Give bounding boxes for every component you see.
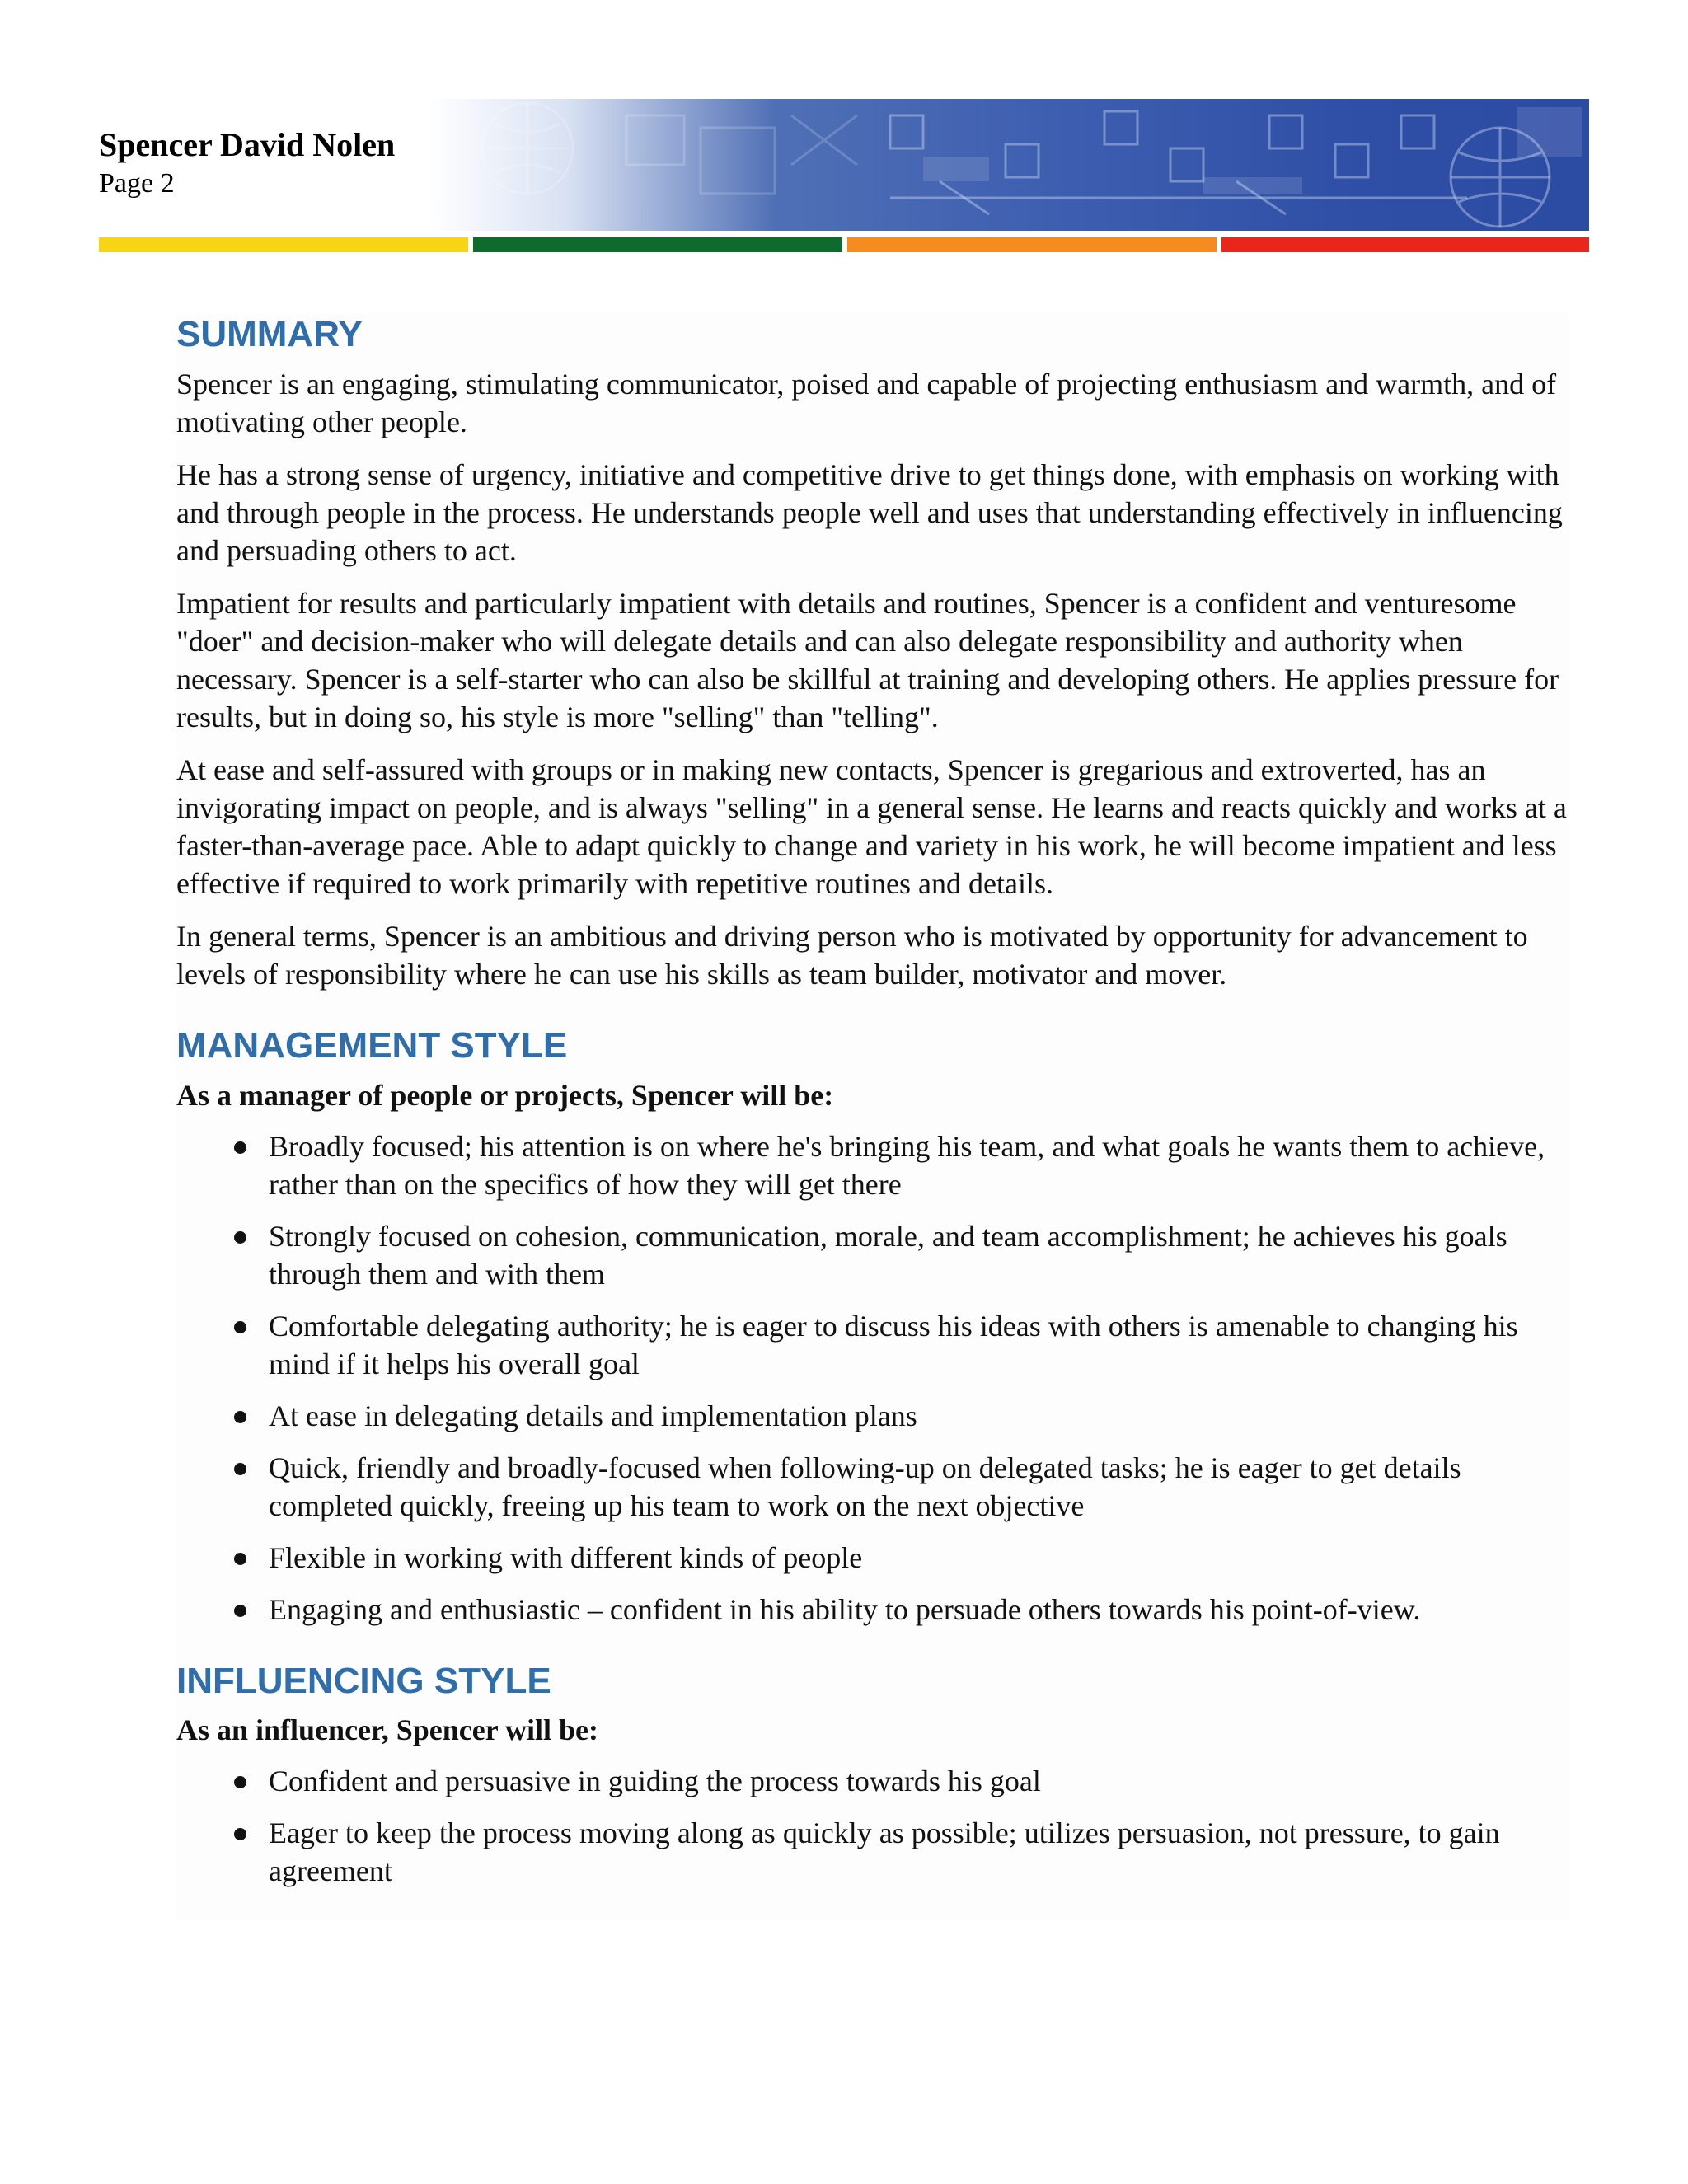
stripe-red bbox=[1221, 237, 1589, 252]
influencing-style-heading: INFLUENCING STYLE bbox=[176, 1660, 551, 1701]
summary-paragraph: In general terms, Spencer is an ambitious and driving person who is motivated by opportunity for advancement to levels of responsibility where he can use his skills as team builder, motivator and mover. bbox=[176, 919, 1528, 991]
bullet-icon bbox=[234, 1776, 246, 1788]
bullet-icon bbox=[234, 1141, 246, 1154]
influencing-style-list bbox=[176, 1762, 1569, 1890]
bullet-icon bbox=[234, 1411, 246, 1423]
list-item-text: Strongly focused on cohesion, communication, morale, and team accomplishment; he achieves his goals through them and with them bbox=[269, 1219, 1507, 1291]
management-style-lead: As a manager of people or projects, Spencer will be: bbox=[176, 1078, 834, 1112]
bullet-icon bbox=[234, 1605, 246, 1617]
page-header bbox=[99, 99, 1589, 231]
stripe-green bbox=[473, 237, 842, 252]
list-item bbox=[234, 1762, 1569, 1800]
bullet-icon bbox=[234, 1231, 246, 1244]
list-item-text: Flexible in working with different kinds of people bbox=[269, 1540, 863, 1574]
summary-paragraph: Impatient for results and particularly impatient with details and routines, Spencer is a confident and venturesome "doer" and decision-maker who will delegate details and can also delegate responsibility and authority when necessary. Spencer is a self-starter who can also be skillful at training and developing others. He applies pressure for results, but in doing so, his style is more "selling" than "telling". bbox=[176, 586, 1559, 733]
list-item-text: Comfortable delegating authority; he is eager to discuss his ideas with others is amenable to changing his mind if it helps his overall goal bbox=[269, 1309, 1518, 1380]
management-style-heading: MANAGEMENT STYLE bbox=[176, 1024, 568, 1066]
summary-paragraph: At ease and self-assured with groups or in making new contacts, Spencer is gregarious and extroverted, has an invigorating impact on people, and is always "selling" in a general sense. He learns and reacts quickly and works at a faster-than-average pace. Able to adapt quickly to change and variety in his work, he will become impatient and less effective if required to work primarily with repetitive routines and details. bbox=[176, 752, 1567, 900]
stripe-yellow bbox=[99, 237, 468, 252]
management-style-list bbox=[176, 1127, 1569, 1629]
influencing-style-section bbox=[176, 1660, 1569, 1891]
list-item bbox=[234, 1814, 1569, 1890]
bullet-icon bbox=[234, 1828, 246, 1840]
influencing-style-lead: As an influencer, Spencer will be: bbox=[176, 1713, 599, 1747]
summary-heading: SUMMARY bbox=[176, 314, 363, 354]
bullet-icon bbox=[234, 1321, 246, 1333]
list-item bbox=[234, 1539, 1569, 1577]
list-item bbox=[234, 1591, 1569, 1629]
header-color-stripe bbox=[99, 237, 1589, 252]
stripe-orange bbox=[847, 237, 1217, 252]
list-item-text: Broadly focused; his attention is on where he's bringing his team, and what goals he wants them to achieve, rather than on the specifics of how they will get there bbox=[269, 1129, 1545, 1201]
list-item-text: Quick, friendly and broadly-focused when following-up on delegated tasks; he is eager to get details completed quickly, freeing up his team to work on the next objective bbox=[269, 1451, 1461, 1522]
list-item-text: Engaging and enthusiastic – confident in his ability to persuade others towards his point-of-view. bbox=[269, 1592, 1421, 1626]
summary-paragraph: Spencer is an engaging, stimulating communicator, poised and capable of projecting enthusiasm and warmth, and of motivating other people. bbox=[176, 367, 1557, 438]
list-item-text: Confident and persuasive in guiding the process towards his goal bbox=[269, 1765, 1041, 1798]
list-item-text: At ease in delegating details and implementation plans bbox=[269, 1399, 917, 1432]
summary-section bbox=[176, 313, 1569, 993]
report-body bbox=[176, 313, 1569, 1921]
list-item bbox=[234, 1449, 1569, 1525]
summary-paragraph: He has a strong sense of urgency, initiative and competitive drive to get things done, with emphasis on working with and through people in the process. He understands people well and uses that understanding effectively in influencing and persuading others to act. bbox=[176, 457, 1563, 567]
list-item bbox=[234, 1127, 1569, 1203]
bullet-icon bbox=[234, 1463, 246, 1475]
list-item-text: Eager to keep the process moving along as quickly as possible; utilizes persuasion, not pressure, to gain agreement bbox=[269, 1816, 1500, 1888]
list-item bbox=[234, 1307, 1569, 1383]
list-item bbox=[234, 1217, 1569, 1293]
management-style-section bbox=[176, 1024, 1569, 1629]
world-map-collage-banner bbox=[429, 99, 1589, 231]
page-number: Page 2 bbox=[99, 168, 175, 199]
candidate-name: Spencer David Nolen bbox=[99, 126, 396, 163]
bullet-icon bbox=[234, 1553, 246, 1565]
list-item bbox=[234, 1397, 1569, 1435]
